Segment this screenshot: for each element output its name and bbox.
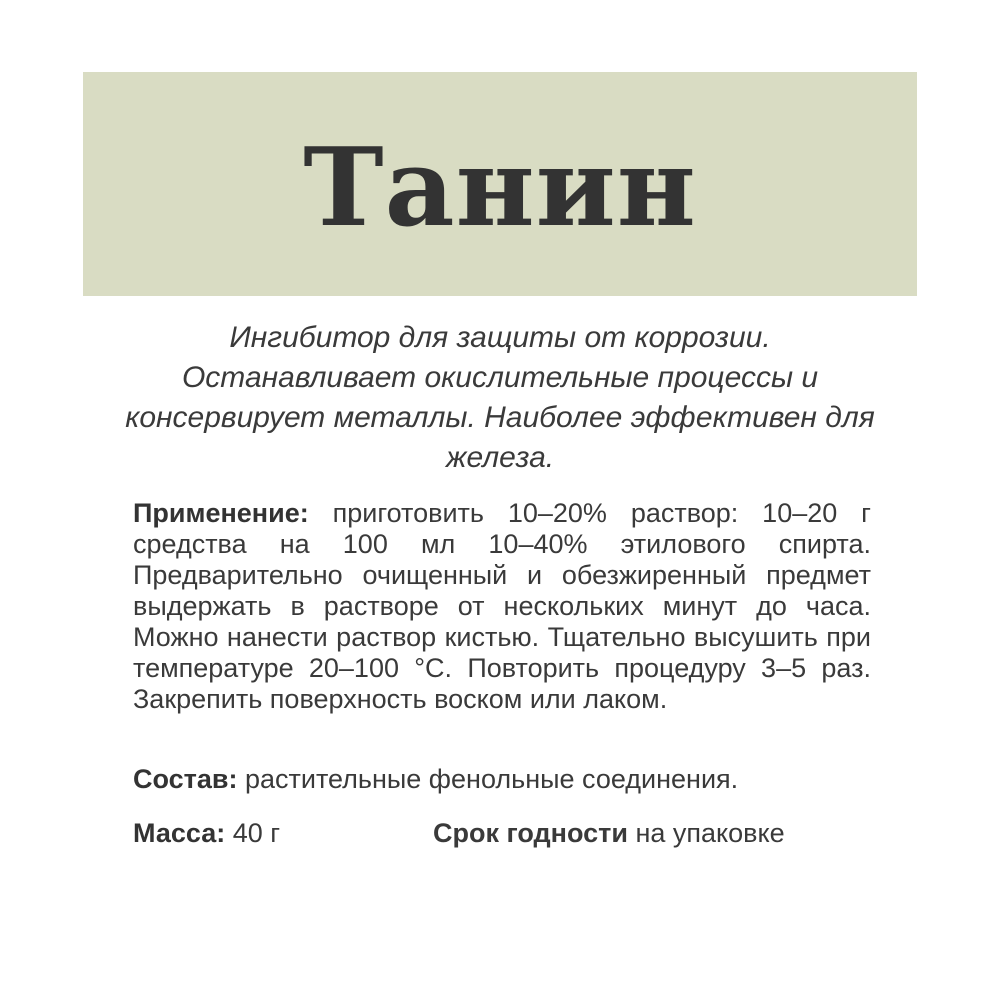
product-label bbox=[83, 72, 917, 860]
mass-label: Масса: bbox=[133, 818, 226, 848]
product-title: Танин bbox=[303, 125, 697, 251]
composition-section bbox=[133, 764, 873, 795]
composition-label: Состав: bbox=[133, 764, 238, 794]
shelf-life-section bbox=[433, 818, 785, 849]
shelf-life-text: на упаковке bbox=[627, 818, 785, 848]
shelf-life-label: Срок годности bbox=[433, 818, 628, 848]
usage-section bbox=[133, 498, 871, 715]
product-tagline: Ингибитор для защиты от коррозии. Останавливает окислительные процессы и консервирует металлы. Наиболее эффективен для железа. bbox=[125, 321, 875, 474]
usage-text: приготовить 10–20% раствор: 10–20 г средства на 100 мл 10–40% этилового спирта. Предварительно очищенный и обезжиренный предмет выдержать в растворе от нескольких минут до часа. Можно нанести раствор кистью. Тщательно высушить при температуре 20–100 °C. Повторить процедуру 3–5 раз. Закрепить поверхность воском или лаком. bbox=[133, 498, 871, 714]
usage-label: Применение: bbox=[133, 498, 309, 528]
mass-value: 40 г bbox=[225, 818, 281, 848]
title-banner bbox=[83, 72, 917, 296]
composition-text: растительные фенольные соединения. bbox=[237, 764, 739, 794]
